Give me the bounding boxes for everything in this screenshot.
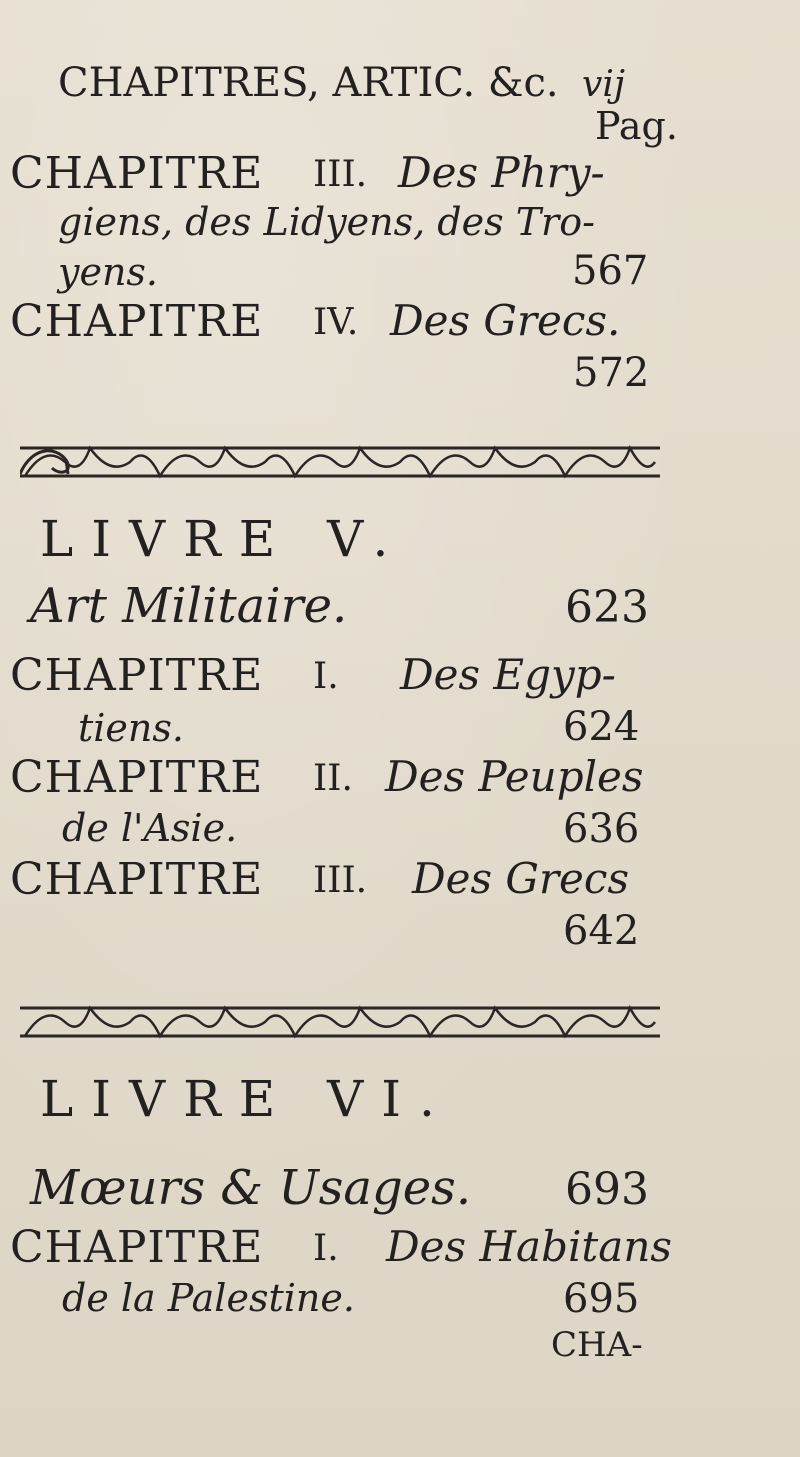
book-subtitle: Mœurs & Usages.	[30, 1160, 472, 1216]
chapter-title: Des Grecs.	[390, 296, 621, 345]
book-heading: LIVRE V.	[40, 510, 407, 568]
chapter-title: Des Egyp-	[400, 650, 616, 699]
chapter-title-cont: tiens.	[78, 706, 184, 750]
ornamental-divider	[20, 1000, 660, 1042]
ornamental-divider	[20, 440, 660, 482]
chapter-number: IV.	[313, 302, 359, 343]
folio: vij	[582, 64, 626, 105]
chapter-number: I.	[313, 656, 339, 697]
page-number: 623	[565, 582, 649, 633]
page-number: 624	[563, 704, 640, 750]
chapter-number: III.	[313, 154, 368, 195]
book-heading: LIVRE VI.	[40, 1070, 453, 1128]
chapter-number: III.	[313, 860, 368, 901]
chapter-title: Des Grecs	[412, 854, 629, 903]
chapter-label: CHAPITRE	[10, 148, 264, 199]
chapter-title-cont: de l'Asie.	[62, 806, 238, 850]
page-number: 636	[563, 806, 640, 852]
pag-label: Pag.	[595, 104, 678, 148]
chapter-label: CHAPITRE	[10, 752, 264, 803]
chapter-title: Des Phry-	[398, 148, 605, 197]
chapter-label: CHAPITRE	[10, 854, 264, 905]
chapter-title-cont: giens, des Lidyens, des Tro-	[58, 200, 595, 244]
chapter-label: CHAPITRE	[10, 1222, 264, 1273]
catchword: CHA-	[551, 1325, 643, 1365]
page-number: 695	[563, 1276, 640, 1322]
page-number: 567	[572, 248, 649, 294]
running-title: CHAPITRES, ARTIC. &c.	[58, 60, 559, 106]
book-subtitle: Art Militaire.	[30, 578, 348, 634]
page-number: 572	[573, 350, 650, 396]
page-number: 693	[565, 1164, 649, 1215]
chapter-label: CHAPITRE	[10, 650, 264, 701]
chapter-title-cont: de la Palestine.	[62, 1276, 355, 1320]
page-number: 642	[563, 908, 640, 954]
chapter-number: I.	[313, 1228, 339, 1269]
chapter-number: II.	[313, 758, 353, 799]
chapter-title: Des Peuples	[385, 752, 644, 801]
chapter-title-cont2: yens.	[58, 250, 159, 294]
chapter-title: Des Habitans	[386, 1222, 672, 1271]
chapter-label: CHAPITRE	[10, 296, 264, 347]
